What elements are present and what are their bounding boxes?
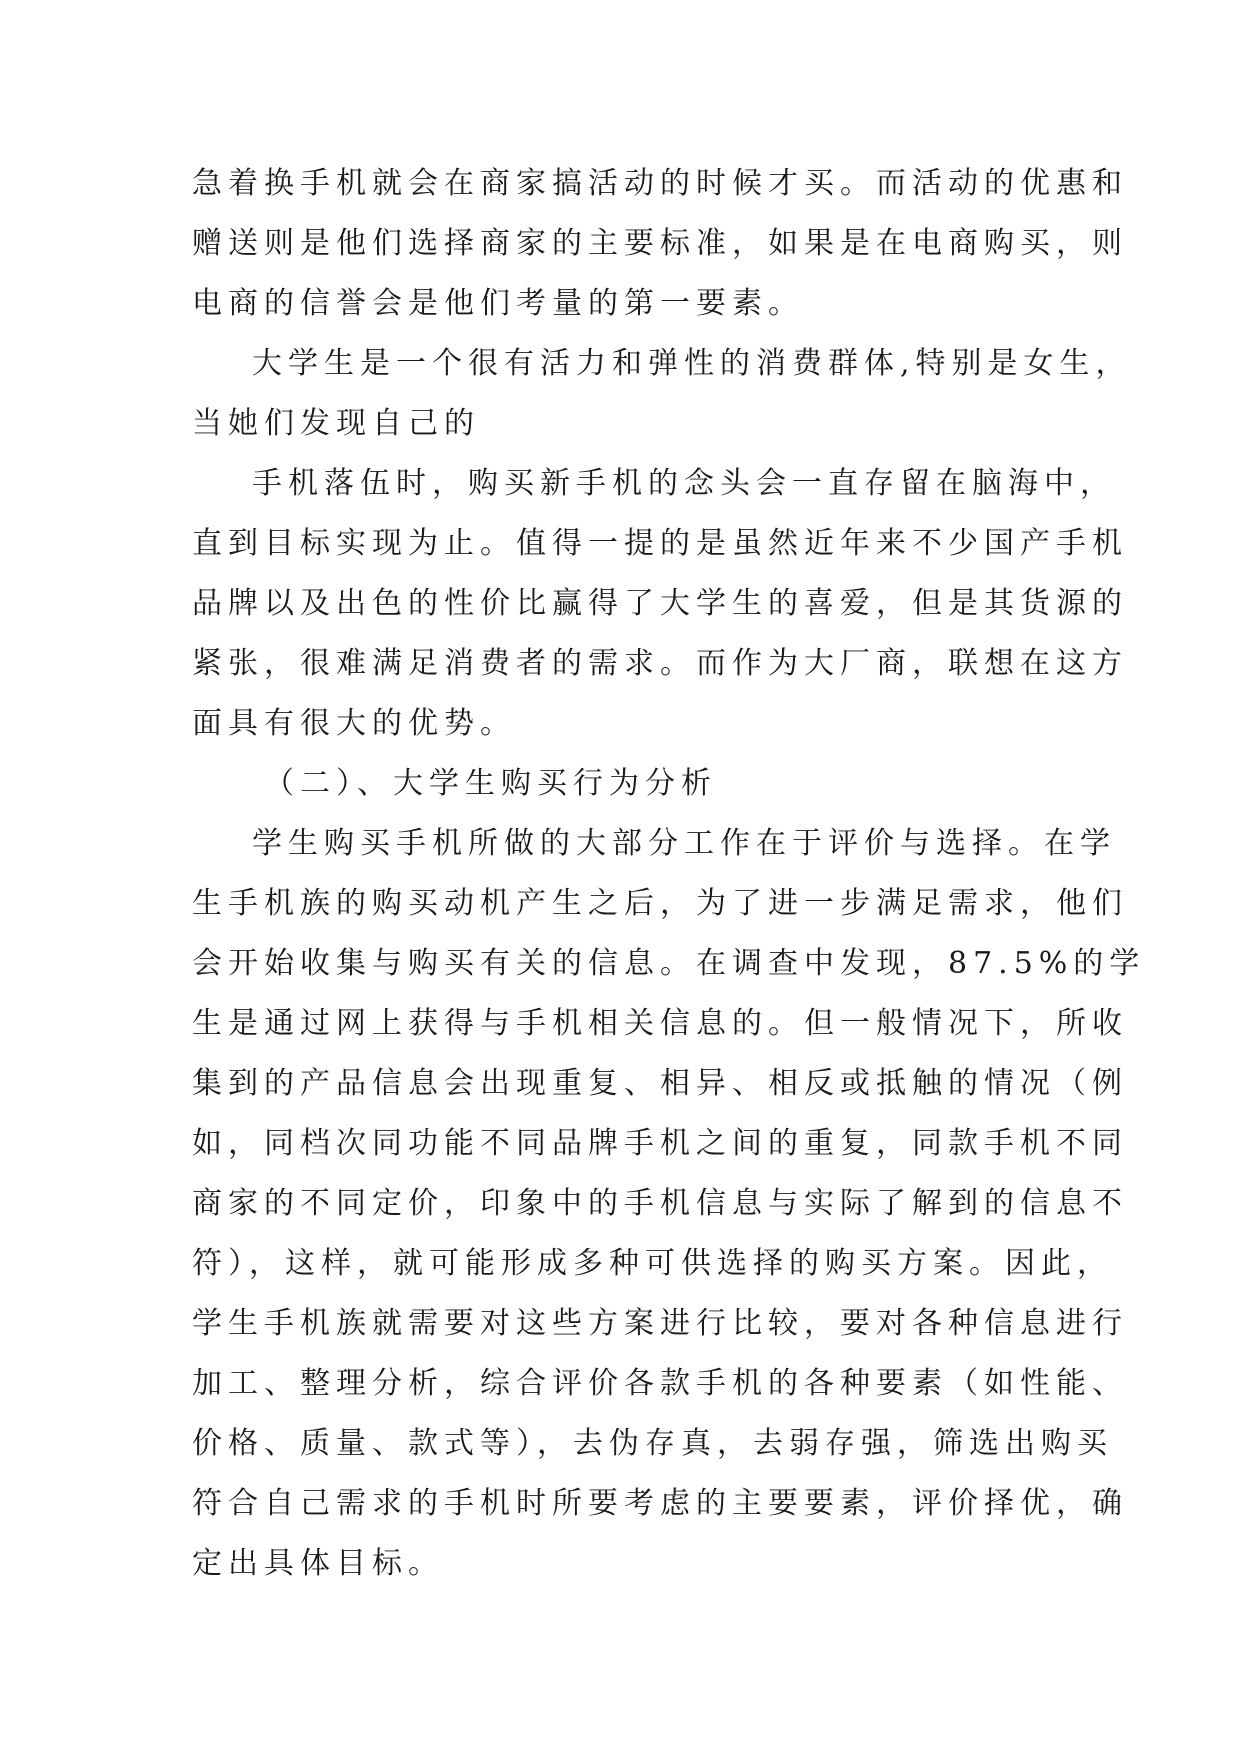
text-line: 学生手机族就需要对这些方案进行比较，要对各种信息进行 xyxy=(192,1306,1128,1341)
text-line: 符合自己需求的手机时所要考虑的主要要素，评价择优，确 xyxy=(192,1486,1128,1521)
paragraph-start-line: 大学生是一个很有活力和弹性的消费群体,特别是女生， xyxy=(252,346,1132,381)
text-line: 定出具体目标。 xyxy=(192,1546,444,1581)
text-line: 紧张，很难满足消费者的需求。而作为大厂商，联想在这方 xyxy=(192,646,1128,681)
text-line: 价格、质量、款式等），去伪存真，去弱存强，筛选出购买 xyxy=(192,1426,1113,1461)
text-line: 电商的信誉会是他们考量的第一要素。 xyxy=(192,286,804,321)
text-line: 品牌以及出色的性价比赢得了大学生的喜爱，但是其货源的 xyxy=(192,586,1128,621)
body-text xyxy=(192,154,1146,1594)
text-line: 面具有很大的优势。 xyxy=(192,706,516,741)
text-line: 商家的不同定价，印象中的手机信息与实际了解到的信息不 xyxy=(192,1186,1128,1221)
text-line: 生是通过网上获得与手机相关信息的。但一般情况下，所收 xyxy=(192,1006,1128,1041)
paragraph-start-line: 手机落伍时，购买新手机的念头会一直存留在脑海中， xyxy=(252,466,1116,501)
text-line: 如，同档次同功能不同品牌手机之间的重复，同款手机不同 xyxy=(192,1126,1128,1161)
text-line: 赠送则是他们选择商家的主要标准，如果是在电商购买，则 xyxy=(192,226,1128,261)
paragraph-start-line: 学生购买手机所做的大部分工作在于评价与选择。在学 xyxy=(252,826,1116,861)
text-line: 集到的产品信息会出现重复、相异、相反或抵触的情况（例 xyxy=(192,1066,1128,1101)
text-line: 直到目标实现为止。值得一提的是虽然近年来不少国产手机 xyxy=(192,526,1128,561)
text-line: 加工、整理分析，综合评价各款手机的各种要素（如性能、 xyxy=(192,1366,1128,1401)
text-line: 生手机族的购买动机产生之后，为了进一步满足需求，他们 xyxy=(192,886,1128,921)
section-heading: （二）、大学生购买行为分析 xyxy=(264,766,717,801)
text-line: 当她们发现自己的 xyxy=(192,406,480,441)
text-line: 会开始收集与购买有关的信息。在调查中发现，87.5%的学 xyxy=(192,946,1146,981)
text-line: 急着换手机就会在商家搞活动的时候才买。而活动的优惠和 xyxy=(192,166,1128,201)
text-line: 符），这样，就可能形成多种可供选择的购买方案。因此， xyxy=(192,1246,1113,1281)
